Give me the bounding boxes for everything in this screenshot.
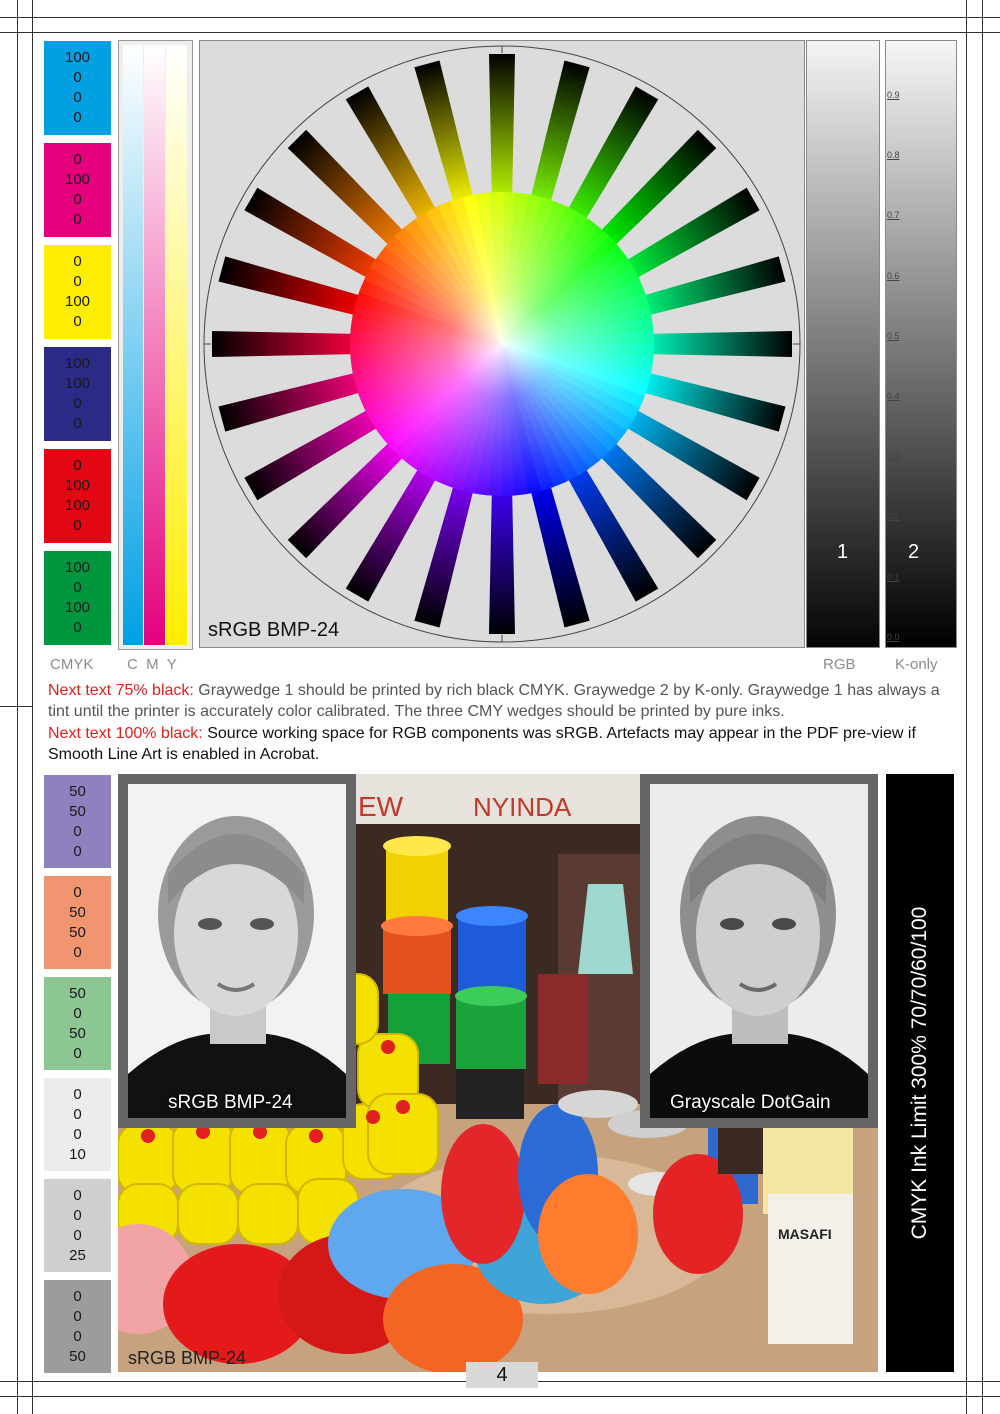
cmyk-top-patch-value: 0: [73, 253, 82, 270]
cmyk-top-patch-value: 0: [73, 619, 82, 636]
cmyk-bottom-patch-value: 0: [73, 1085, 82, 1103]
k-tick: 0.9: [887, 90, 900, 100]
page-number: 4: [466, 1362, 538, 1388]
graywedge-1: [806, 40, 880, 648]
text-100-label: Next text 100% black:: [48, 725, 203, 742]
cmyk-bottom-patch-value: 0: [73, 1105, 82, 1123]
frame-line-top-1: [0, 17, 1000, 18]
cmyk-top-patch: [44, 245, 111, 339]
portrait-left-graphic: [128, 784, 346, 1118]
sign-text: NYINDA: [473, 792, 572, 822]
cmyk-bottom-patch-value: 50: [69, 1024, 86, 1042]
cmyk-bottom-patch: [44, 1280, 111, 1373]
cmyk-bottom-patch: [44, 876, 111, 969]
cmyk-bottom-patch: [44, 977, 111, 1070]
cmyk-bottom-patch-value: 10: [69, 1145, 86, 1163]
cmyk-bottom-patch-value: 50: [69, 923, 86, 941]
cmyk-top-patch-value: 0: [73, 579, 82, 596]
frame-line-right-1: [966, 0, 967, 1414]
cmyk-top-patch-value: 100: [64, 559, 91, 576]
k-tick: 0.3: [887, 451, 900, 462]
color-spoke: [489, 54, 515, 204]
cmyk-top-patch-value: 100: [64, 599, 91, 616]
text-75-body: Graywedge 1 should be printed by rich black CMYK. Graywedge 2 by K-only. Graywedge 1 has always a tint until the printer is accurately color calibrated. The three CMY wedges should be printed by pure inks.: [48, 682, 940, 720]
color-spoke: [489, 484, 515, 634]
cmyk-top-patch: [44, 143, 111, 237]
k-tick: 0.7: [887, 210, 900, 221]
cmyk-bottom-patch-value: 0: [73, 1125, 82, 1143]
portrait-left-caption: sRGB BMP-24: [168, 1092, 293, 1113]
cmyk-bottom-patch-value: 0: [73, 1327, 82, 1345]
portrait-right-frame: [640, 774, 878, 1128]
cmyk-bottom-patch-value: 0: [73, 1044, 82, 1062]
graywedge-2-label: 2: [908, 541, 920, 563]
k-tick: 0.5: [887, 330, 900, 341]
ink-limit-text: CMYK Ink Limit 300% 70/70/60/100: [908, 906, 931, 1240]
frame-mark-left: [0, 706, 32, 707]
color-spoke: [642, 331, 792, 357]
cmyk-bottom-patch: [44, 775, 111, 868]
color-wheel-graphic: [200, 41, 804, 647]
cmyk-top-patch-value: 0: [73, 415, 82, 432]
cmyk-top-patch-value: 0: [73, 457, 82, 474]
cmyk-bottom-patch-value: 0: [73, 943, 82, 961]
cmyk-top-patch-value: 100: [64, 355, 91, 372]
cmyk-bottom-patch-value: 50: [69, 1347, 86, 1365]
cmyk-bottom-patch-value: 0: [73, 822, 82, 840]
k-tick: 0.0: [887, 631, 900, 642]
cmyk-top-patch-value: 100: [64, 171, 91, 188]
cmyk-bottom-patch-value: 0: [73, 1226, 82, 1244]
cmyk-bottom-patch-value: 25: [69, 1246, 86, 1264]
cmyk-bottom-patch-value: 50: [69, 782, 86, 800]
cmy-wedge-group: [118, 40, 193, 650]
cmyk-bottom-patch: [44, 1078, 111, 1171]
cmyk-bottom-patch-value: 0: [73, 1206, 82, 1224]
cmyk-top-patch-value: 0: [73, 89, 82, 106]
cmyk-bottom-patch-value: 50: [69, 802, 86, 820]
portrait-right-graphic: [650, 784, 868, 1118]
main-photo-caption: sRGB BMP-24: [128, 1348, 247, 1368]
k-tick: 0.1: [887, 571, 900, 582]
frame-line-right-2: [982, 0, 983, 1414]
graywedge-1-label: 1: [837, 541, 849, 563]
cmy-label: C M Y: [127, 656, 177, 673]
cmyk-top-patch-value: 0: [73, 273, 82, 290]
portrait-left-frame: [118, 774, 356, 1128]
magenta-wedge: [144, 45, 165, 645]
cmyk-top-patch-value: 0: [73, 151, 82, 168]
cmyk-bottom-patch-value: 0: [73, 1004, 82, 1022]
portrait-right-caption: Grayscale DotGain: [670, 1092, 831, 1113]
cmyk-top-patch-value: 0: [73, 69, 82, 86]
k-tick: 0.6: [887, 270, 900, 281]
cyan-wedge: [123, 45, 143, 645]
cmyk-bottom-patch: [44, 1179, 111, 1272]
portrait-right: [650, 784, 868, 1118]
text-100-body: Source working space for RGB components was sRGB. Artefacts may appear in the PDF pre-view if Smooth Line Art is enabled in Acrobat.: [48, 725, 916, 763]
ink-limit-bar: [886, 774, 954, 1372]
cmyk-top-patch-value: 0: [73, 211, 82, 228]
cmyk-bottom-patch-value: 0: [73, 1186, 82, 1204]
cmyk-bottom-patch-value: 0: [73, 1287, 82, 1305]
yellow-wedge: [166, 45, 187, 645]
cmyk-top-patch: [44, 449, 111, 543]
sign-text-left: EW: [358, 791, 404, 822]
box-text: MASAFI: [778, 1226, 832, 1242]
cmyk-top-patch-value: 0: [73, 191, 82, 208]
k-tick: 0.4: [887, 391, 900, 401]
cmyk-top-patch-value: 100: [64, 477, 91, 494]
cmyk-top-patch-value: 100: [64, 375, 91, 392]
portrait-left: [128, 784, 346, 1118]
text-75-label: Next text 75% black:: [48, 682, 194, 699]
rgb-label: RGB: [823, 656, 856, 673]
cmyk-bottom-patch-value: 0: [73, 883, 82, 901]
cmyk-top-patch-value: 100: [64, 293, 91, 310]
cmyk-top-patch-value: 100: [64, 49, 91, 66]
text-100-black: [48, 723, 958, 765]
k-tick: 0.2: [887, 511, 900, 522]
cmyk-top-patch-value: 0: [73, 109, 82, 126]
color-wheel-panel: [199, 40, 805, 648]
cmyk-top-patch: [44, 41, 111, 135]
cmyk-top-patch-value: 0: [73, 517, 82, 534]
cmyk-bottom-patch-value: 50: [69, 984, 86, 1002]
cmyk-top-patch: [44, 347, 111, 441]
cmyk-bottom-patch-value: 0: [73, 1307, 82, 1325]
cmyk-top-patch: [44, 551, 111, 645]
cmyk-top-patch-value: 0: [73, 313, 82, 330]
text-75-black: [48, 680, 958, 722]
frame-line-left-2: [32, 0, 33, 1414]
cmyk-label: CMYK: [50, 656, 94, 673]
graywedge-2: [885, 40, 957, 648]
cmyk-top-patch-value: 0: [73, 395, 82, 412]
color-spoke: [212, 331, 362, 357]
k-tick: 0.8: [887, 150, 900, 161]
wheel-caption: sRGB BMP-24: [208, 619, 340, 641]
cmyk-bottom-patch-value: 50: [69, 903, 86, 921]
frame-line-top-2: [0, 32, 1000, 33]
cmyk-bottom-patch-value: 0: [73, 842, 82, 860]
konly-label: K-only: [895, 656, 938, 673]
frame-line-left-1: [17, 0, 18, 1414]
cmyk-top-patch-value: 100: [64, 497, 91, 514]
frame-line-bottom-2: [0, 1396, 1000, 1397]
